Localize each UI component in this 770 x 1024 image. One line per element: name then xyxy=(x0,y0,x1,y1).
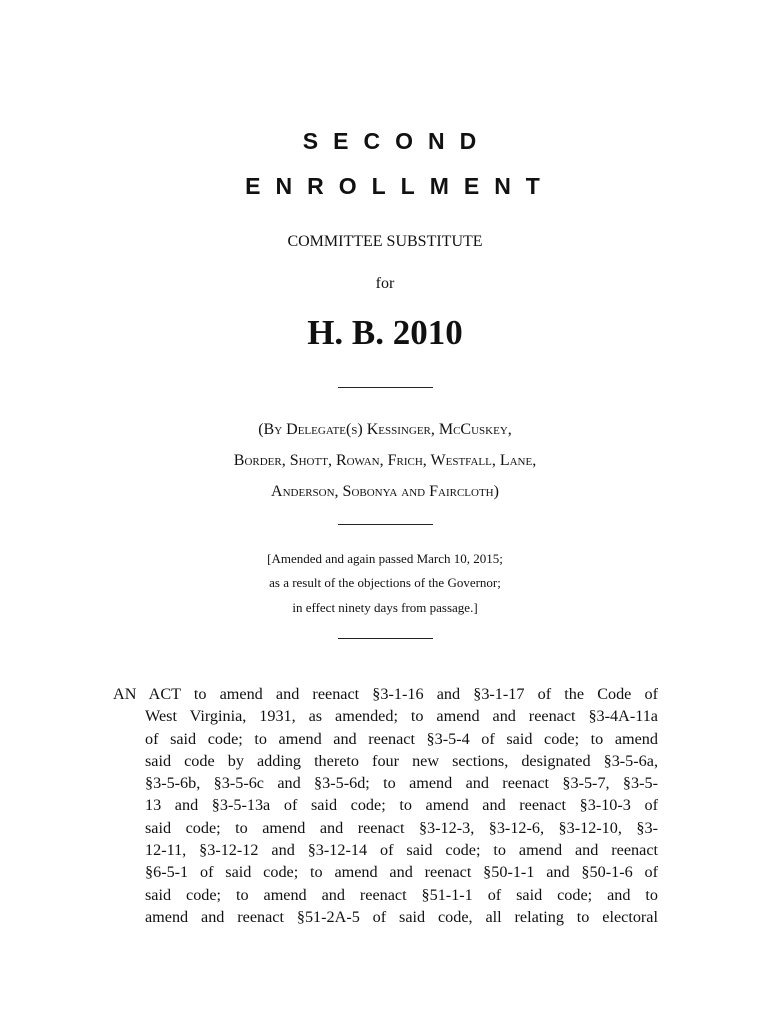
act-line: said code; to amend and reenact §51-1-1 of said code; and to xyxy=(145,885,658,904)
act-line: of said code; to amend and reenact §3-5-4 of said code; to amend xyxy=(145,729,658,748)
act-title-paragraph xyxy=(113,683,658,928)
act-line: AN ACT to amend and reenact §3-1-16 and §3-1-17 of the Code of xyxy=(113,685,658,703)
title-enrollment: ENROLLMENT xyxy=(245,173,555,199)
act-line: 12-11, §3-12-12 and §3-12-14 of said code; to amend and reenact xyxy=(145,841,658,860)
act-line: amend and reenact §51-2A-5 of said code, all relating to electoral xyxy=(145,907,658,926)
divider-rule xyxy=(338,638,433,639)
for-label: for xyxy=(375,275,395,292)
passage-note-line: [Amended and again passed March 10, 2015; xyxy=(267,551,503,566)
divider-rule xyxy=(338,524,433,525)
act-line: §6-5-1 of said code; to amend and reenact §50-1-1 and §50-1-6 of xyxy=(145,863,658,882)
act-line: §3-5-6b, §3-5-6c and §3-5-6d; to amend and reenact §3-5-7, §3-5- xyxy=(145,774,658,793)
title-second: SECOND xyxy=(302,128,492,154)
passage-note-line: in effect ninety days from passage.] xyxy=(292,600,478,615)
bill-number: H. B. 2010 xyxy=(307,313,463,352)
act-line: said code by adding thereto four new sections, designated §3-5-6a, xyxy=(145,751,658,770)
passage-note-line: as a result of the objections of the Governor; xyxy=(269,575,501,590)
sponsor-line: (By Delegate(s) Kessinger, McCuskey, xyxy=(258,421,512,438)
sponsor-line: Anderson, Sobonya and Faircloth) xyxy=(271,483,499,500)
act-line: said code; to amend and reenact §3-12-3, §3-12-6, §3-12-10, §3- xyxy=(145,818,658,837)
sponsor-line: Border, Shott, Rowan, Frich, Westfall, Lane, xyxy=(233,452,537,469)
act-line: West Virginia, 1931, as amended; to amend and reenact §3-4A-11a xyxy=(145,707,658,726)
act-line: 13 and §3-5-13a of said code; to amend and reenact §3-10-3 of xyxy=(145,796,658,815)
divider-rule xyxy=(338,387,433,388)
committee-substitute-label: COMMITTEE SUBSTITUTE xyxy=(287,233,483,250)
